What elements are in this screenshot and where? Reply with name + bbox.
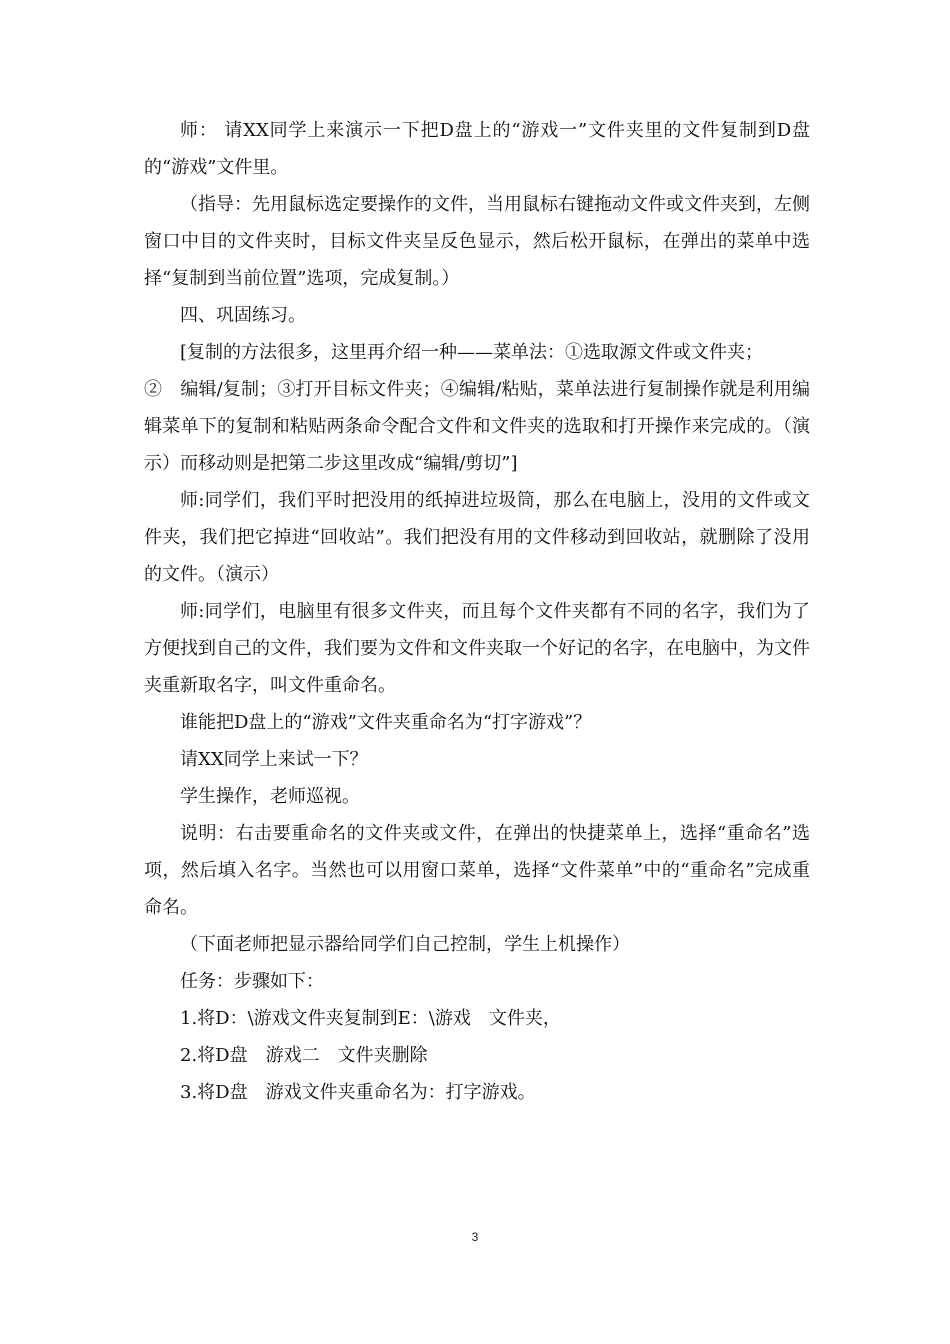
document-body (144, 112, 810, 1111)
paragraph-menu-method-steps: ② 编辑/复制；③打开目标文件夹；④编辑/粘贴，菜单法进行复制操作就是利用编辑菜单下的复制和粘贴两条命令配合文件和文件夹的选取和打开操作来完成的。（演示）而移动则是把第二步这里改成“编辑/剪切”] (144, 379, 810, 474)
paragraph-recycle-bin: 师:同学们，我们平时把没用的纸掉进垃圾筒，那么在电脑上，没用的文件或文件夹，我们把它掉进“回收站”。我们把没有用的文件移动到回收站，就删除了没用的文件。（演示） (144, 490, 810, 585)
paragraph-teacher-demo-copy: 师： 请XX同学上来演示一下把D盘上的“游戏一”文件夹里的文件复制到D盘的“游戏”文件里。 (144, 120, 810, 178)
paragraph-student-operation: 学生操作，老师巡视。 (180, 786, 360, 807)
page-number: 3 (471, 1230, 479, 1244)
paragraph-student-invite: 请XX同学上来试一下？ (180, 749, 368, 770)
paragraph-guidance-copy: （指导：先用鼠标选定要操作的文件，当用鼠标右键拖动文件或文件夹到，左侧窗口中目的文件夹时，目标文件夹呈反色显示，然后松开鼠标，在弹出的菜单中选择“复制到当前位置”选项，完成复制。） (144, 194, 810, 289)
paragraph-section-heading: 四、巩固练习。 (180, 305, 306, 326)
task-step-3: 3.将D盘 游戏文件夹重命名为：打字游戏。 (180, 1082, 536, 1103)
paragraph-task-heading: 任务：步骤如下： (180, 971, 324, 992)
paragraph-menu-method-intro: [复制的方法很多，这里再介绍一种——菜单法：①选取源文件或文件夹； (180, 342, 764, 363)
task-step-2: 2.将D盘 游戏二 文件夹删除 (180, 1045, 428, 1066)
paragraph-rename-intro: 师:同学们，电脑里有很多文件夹，而且每个文件夹都有不同的名字，我们为了方便找到自己的文件，我们要为文件和文件夹取一个好记的名字，在电脑中，为文件夹重新取名字，叫文件重命名。 (144, 601, 810, 696)
paragraph-rename-explanation: 说明：右击要重命名的文件夹或文件，在弹出的快捷菜单上，选择“重命名”选项，然后填入名字。当然也可以用窗口菜单，选择“文件菜单”中的“重命名”完成重命名。 (144, 823, 810, 918)
paragraph-hands-on-note: （下面老师把显示器给同学们自己控制，学生上机操作） (180, 934, 630, 955)
task-step-1: 1.将D：\游戏文件夹复制到E：\游戏 文件夹， (180, 1008, 561, 1029)
paragraph-rename-question: 谁能把D盘上的“游戏”文件夹重命名为“打字游戏”？ (180, 712, 592, 733)
